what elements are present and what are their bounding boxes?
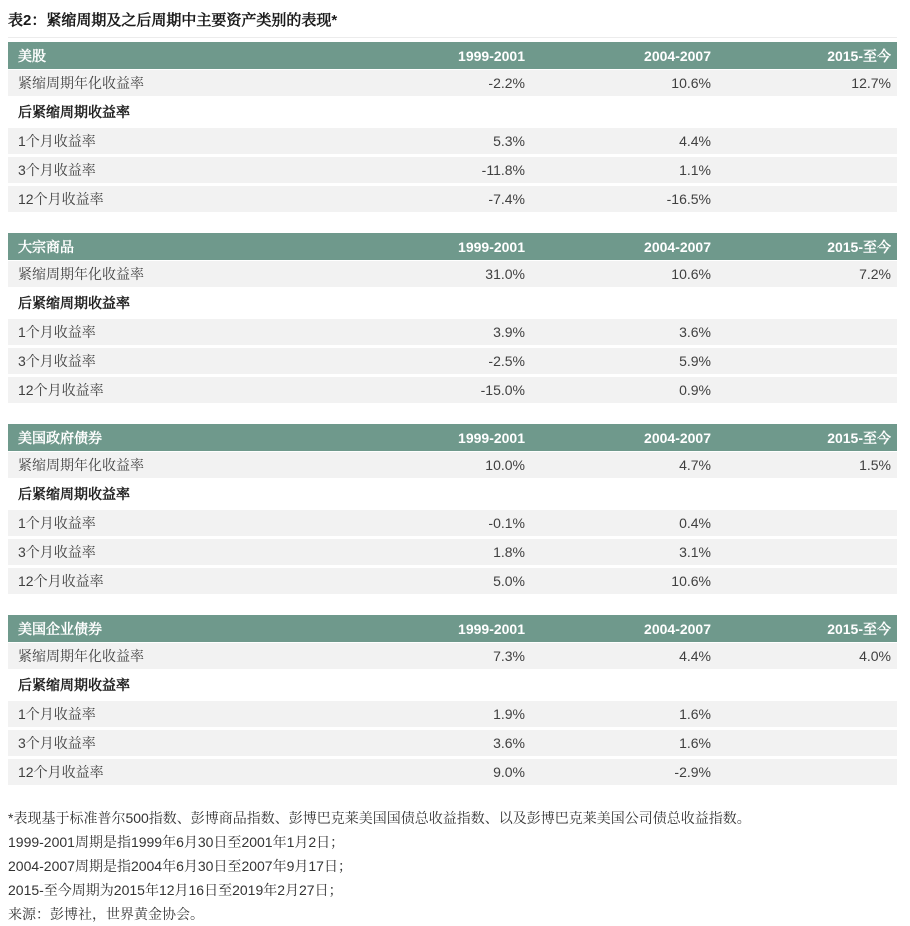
cell-value: -16.5% <box>666 191 711 207</box>
column-header: 2004-2007 <box>644 238 711 255</box>
table-subheader-row <box>8 672 897 698</box>
footnote-cycle-2004-2007: 2004-2007周期是指2004年6月30日至2007年9月17日； <box>8 858 352 874</box>
row-label: 1个月收益率 <box>18 706 96 722</box>
column-header: 2015-至今 <box>827 238 891 255</box>
cell-value: 3.9% <box>493 324 525 340</box>
footnote-performance-basis: *表现基于标准普尔500指数、彭博商品指数、彭博巴克莱美国国债总收益指数、以及彭博巴克莱美国公司债总收益指数。 <box>8 810 751 826</box>
cell-value: 7.2% <box>859 266 891 282</box>
row-label: 后紧缩周期收益率 <box>18 677 130 693</box>
cell-value: 0.4% <box>679 515 711 531</box>
column-header: 1999-2001 <box>458 47 525 64</box>
table-row <box>8 377 897 403</box>
row-label: 3个月收益率 <box>18 162 96 178</box>
cell-value: 1.8% <box>493 544 525 560</box>
cell-value: -7.4% <box>488 191 525 207</box>
cell-value: 3.6% <box>493 735 525 751</box>
table-header-row <box>8 615 897 642</box>
row-label: 12个月收益率 <box>18 191 104 207</box>
table-subheader-row <box>8 290 897 316</box>
cell-value: 5.9% <box>679 353 711 369</box>
cell-value: 10.6% <box>671 266 711 282</box>
asset-table-us-corp-bonds <box>8 615 897 785</box>
row-label: 1个月收益率 <box>18 324 96 340</box>
footnotes <box>8 806 897 926</box>
table-subheader-row <box>8 481 897 507</box>
row-label: 12个月收益率 <box>18 764 104 780</box>
cell-value: 0.9% <box>679 382 711 398</box>
asset-table-us-stocks <box>8 42 897 212</box>
cell-value: -11.8% <box>481 162 525 178</box>
row-label: 紧缩周期年化收益率 <box>18 266 144 282</box>
cell-value: -2.9% <box>674 764 711 780</box>
cell-value: 7.3% <box>493 648 525 664</box>
cell-value: 10.6% <box>671 75 711 91</box>
row-label: 3个月收益率 <box>18 544 96 560</box>
cell-value: 1.6% <box>679 735 711 751</box>
row-label: 12个月收益率 <box>18 573 104 589</box>
table-header-row <box>8 233 897 260</box>
column-header: 2004-2007 <box>644 620 711 637</box>
cell-value: 3.6% <box>679 324 711 340</box>
asset-table-us-govt-bonds <box>8 424 897 594</box>
table-row <box>8 510 897 536</box>
row-label: 紧缩周期年化收益率 <box>18 648 144 664</box>
cell-value: 4.4% <box>679 133 711 149</box>
footnote-source: 来源：彭博社，世界黄金协会。 <box>8 906 204 922</box>
cell-value: 10.6% <box>671 573 711 589</box>
cell-value: -2.2% <box>488 75 525 91</box>
table-row <box>8 701 897 727</box>
cell-value: 1.9% <box>493 706 525 722</box>
cell-value: 10.0% <box>485 457 525 473</box>
cell-value: 5.3% <box>493 133 525 149</box>
row-label: 后紧缩周期收益率 <box>18 486 130 502</box>
row-label: 3个月收益率 <box>18 353 96 369</box>
page-title: 表2：紧缩周期及之后周期中主要资产类别的表现* <box>8 8 897 38</box>
asset-name: 大宗商品 <box>18 238 74 255</box>
cell-value: -0.1% <box>488 515 525 531</box>
row-label: 紧缩周期年化收益率 <box>18 457 144 473</box>
row-label: 3个月收益率 <box>18 735 96 751</box>
column-header: 1999-2001 <box>458 429 525 446</box>
cell-value: 4.4% <box>679 648 711 664</box>
table-row <box>8 186 897 212</box>
column-header: 2004-2007 <box>644 47 711 64</box>
table-row <box>8 759 897 785</box>
table-row <box>8 157 897 183</box>
cell-value: -2.5% <box>488 353 525 369</box>
table-row <box>8 319 897 345</box>
column-header: 2004-2007 <box>644 429 711 446</box>
row-label: 后紧缩周期收益率 <box>18 295 130 311</box>
cell-value: 1.1% <box>679 162 711 178</box>
table-row <box>8 539 897 565</box>
asset-name: 美国政府债券 <box>18 429 102 446</box>
cell-value: 4.0% <box>859 648 891 664</box>
cell-value: 31.0% <box>485 266 525 282</box>
table-row <box>8 643 897 669</box>
row-label: 12个月收益率 <box>18 382 104 398</box>
row-label: 1个月收益率 <box>18 133 96 149</box>
table-row <box>8 568 897 594</box>
column-header: 1999-2001 <box>458 238 525 255</box>
footnote-cycle-2015-now: 2015-至今周期为2015年12月16日至2019年2月27日； <box>8 882 343 898</box>
asset-table-commodities <box>8 233 897 403</box>
row-label: 1个月收益率 <box>18 515 96 531</box>
cell-value: 1.6% <box>679 706 711 722</box>
column-header: 1999-2001 <box>458 620 525 637</box>
row-label: 后紧缩周期收益率 <box>18 104 130 120</box>
cell-value: 3.1% <box>679 544 711 560</box>
table-header-row <box>8 42 897 69</box>
cell-value: 5.0% <box>493 573 525 589</box>
cell-value: 1.5% <box>859 457 891 473</box>
table-row <box>8 452 897 478</box>
cell-value: 9.0% <box>493 764 525 780</box>
footnote-cycle-1999-2001: 1999-2001周期是指1999年6月30日至2001年1月2日； <box>8 834 345 850</box>
table-row <box>8 128 897 154</box>
table-row <box>8 70 897 96</box>
column-header: 2015-至今 <box>827 620 891 637</box>
asset-name: 美国企业债券 <box>18 620 102 637</box>
table-header-row <box>8 424 897 451</box>
table-row <box>8 261 897 287</box>
cell-value: -15.0% <box>480 382 525 398</box>
table-row <box>8 730 897 756</box>
asset-name: 美股 <box>18 47 46 64</box>
column-header: 2015-至今 <box>827 429 891 446</box>
column-header: 2015-至今 <box>827 47 891 64</box>
row-label: 紧缩周期年化收益率 <box>18 75 144 91</box>
cell-value: 12.7% <box>851 75 891 91</box>
cell-value: 4.7% <box>679 457 711 473</box>
table-row <box>8 348 897 374</box>
table-subheader-row <box>8 99 897 125</box>
